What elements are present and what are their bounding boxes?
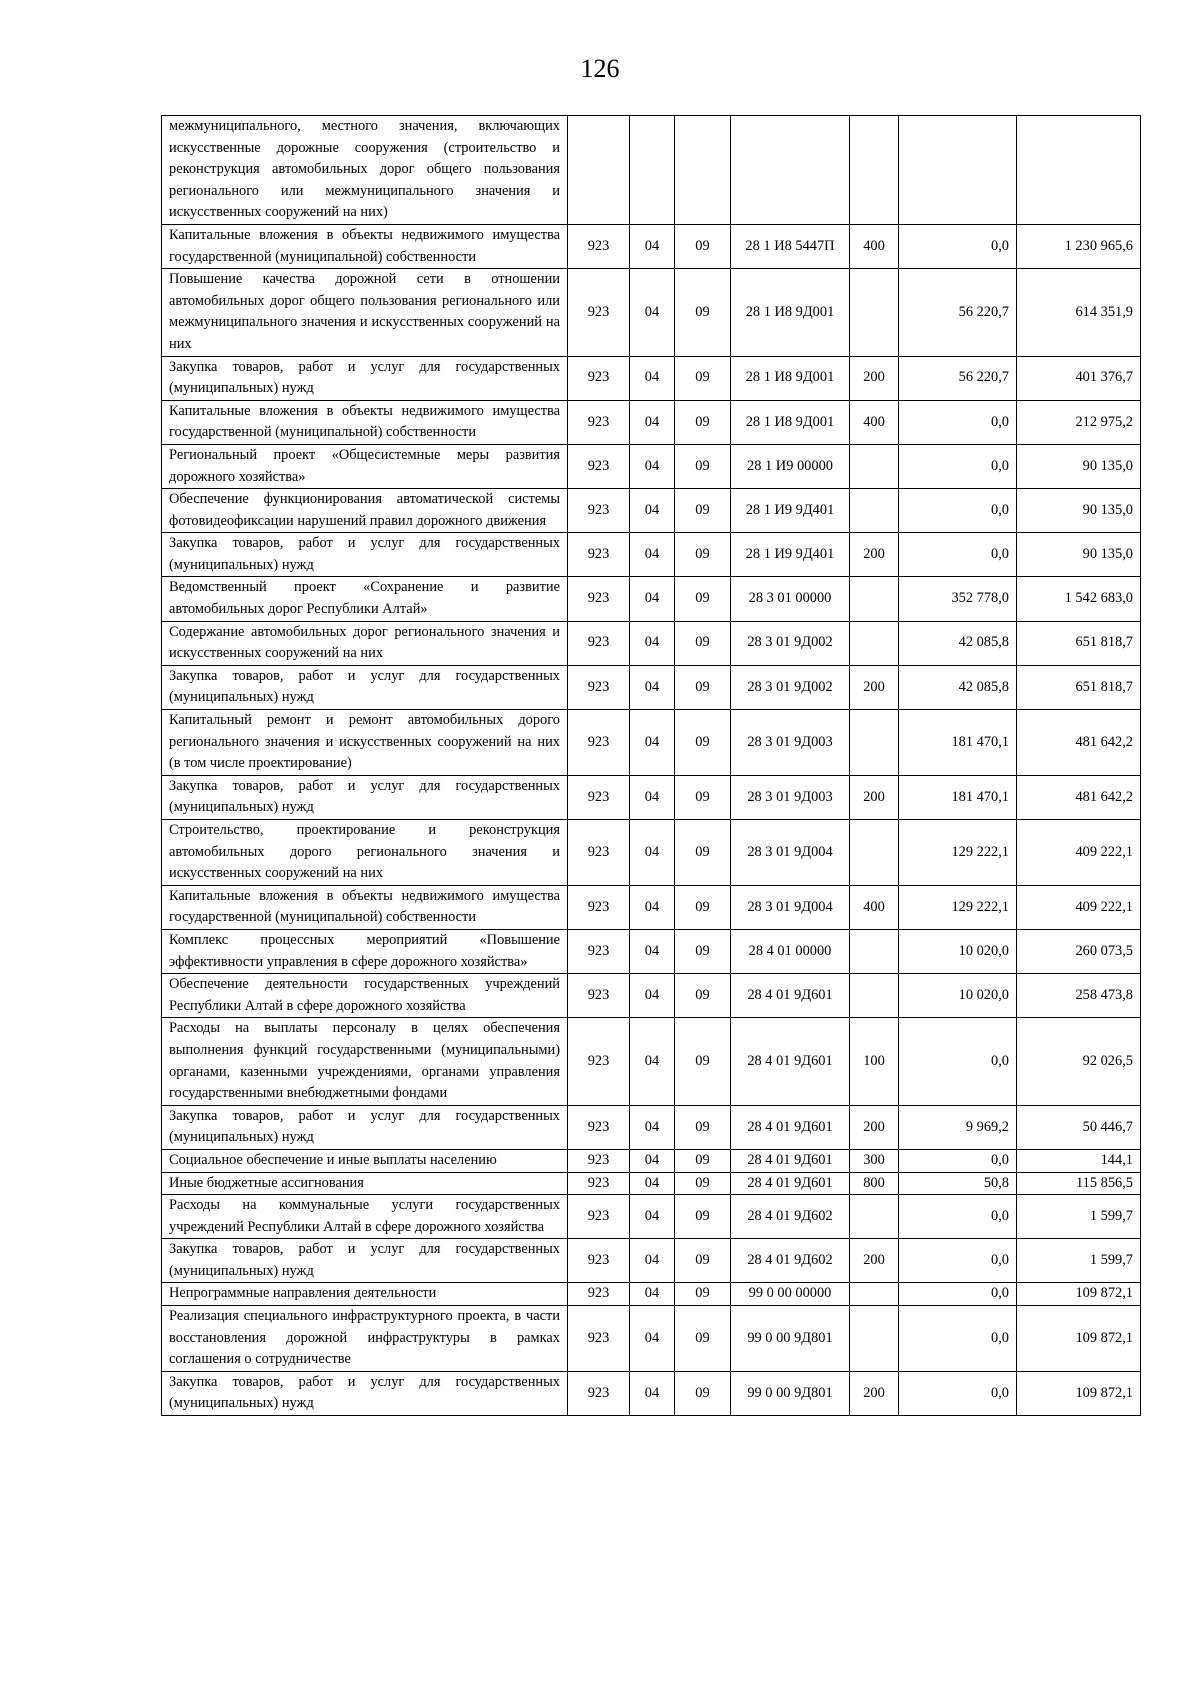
row-name: Региональный проект «Общесистемные меры развития дорожного хозяйства» (162, 444, 568, 488)
ved-code: 923 (568, 533, 630, 577)
ved-code: 923 (568, 1018, 630, 1105)
ved-code: 923 (568, 885, 630, 929)
amount-change: 10 020,0 (899, 929, 1017, 973)
subsection-code: 09 (675, 775, 731, 819)
expense-type-code: 200 (850, 665, 899, 709)
amount-change: 50,8 (899, 1172, 1017, 1195)
ved-code: 923 (568, 224, 630, 268)
amount-change: 0,0 (899, 489, 1017, 533)
amount-change: 0,0 (899, 444, 1017, 488)
ved-code: 923 (568, 710, 630, 776)
amount-total: 1 230 965,6 (1017, 224, 1141, 268)
subsection-code: 09 (675, 1371, 731, 1415)
amount-change: 352 778,0 (899, 577, 1017, 621)
target-article-code: 28 1 И9 9Д401 (731, 489, 850, 533)
subsection-code: 09 (675, 820, 731, 886)
amount-change: 0,0 (899, 1371, 1017, 1415)
target-article-code: 28 4 01 9Д601 (731, 1149, 850, 1172)
ved-code: 923 (568, 1239, 630, 1283)
section-code: 04 (630, 489, 675, 533)
subsection-code: 09 (675, 1306, 731, 1372)
section-code: 04 (630, 444, 675, 488)
subsection-code: 09 (675, 1149, 731, 1172)
row-name: Закупка товаров, работ и услуг для государственных (муниципальных) нужд (162, 1105, 568, 1149)
target-article-code: 28 1 И8 9Д001 (731, 269, 850, 356)
table-row (162, 400, 1141, 444)
target-article-code: 28 1 И8 9Д001 (731, 356, 850, 400)
target-article-code: 99 0 00 9Д801 (731, 1371, 850, 1415)
amount-total: 109 872,1 (1017, 1283, 1141, 1306)
expense-type-code: 200 (850, 533, 899, 577)
target-article-code: 28 1 И8 9Д001 (731, 400, 850, 444)
row-name: Иные бюджетные ассигнования (162, 1172, 568, 1195)
ved-code: 923 (568, 444, 630, 488)
expense-type-code: 200 (850, 1239, 899, 1283)
amount-total: 409 222,1 (1017, 820, 1141, 886)
target-article-code: 28 4 01 9Д601 (731, 974, 850, 1018)
ved-code: 923 (568, 1306, 630, 1372)
amount-total: 144,1 (1017, 1149, 1141, 1172)
section-code: 04 (630, 400, 675, 444)
subsection-code: 09 (675, 1195, 731, 1239)
subsection-code: 09 (675, 1105, 731, 1149)
row-name: Содержание автомобильных дорог регионального значения и искусственных сооружений на них (162, 621, 568, 665)
section-code: 04 (630, 356, 675, 400)
target-article-code: 28 1 И9 9Д401 (731, 533, 850, 577)
target-article-code: 28 3 01 9Д002 (731, 665, 850, 709)
row-name: Закупка товаров, работ и услуг для государственных (муниципальных) нужд (162, 533, 568, 577)
subsection-code: 09 (675, 1018, 731, 1105)
section-code: 04 (630, 621, 675, 665)
section-code (630, 116, 675, 225)
amount-change: 0,0 (899, 1283, 1017, 1306)
ved-code: 923 (568, 400, 630, 444)
section-code: 04 (630, 1306, 675, 1372)
expense-type-code: 200 (850, 356, 899, 400)
expense-type-code (850, 621, 899, 665)
amount-total: 258 473,8 (1017, 974, 1141, 1018)
amount-change: 0,0 (899, 1239, 1017, 1283)
amount-change: 129 222,1 (899, 820, 1017, 886)
row-name: Капитальные вложения в объекты недвижимого имущества государственной (муниципальной) собственности (162, 224, 568, 268)
amount-total: 90 135,0 (1017, 533, 1141, 577)
amount-total: 50 446,7 (1017, 1105, 1141, 1149)
section-code: 04 (630, 1149, 675, 1172)
expense-type-code: 200 (850, 1371, 899, 1415)
table-row (162, 710, 1141, 776)
table-row (162, 1105, 1141, 1149)
subsection-code: 09 (675, 444, 731, 488)
subsection-code: 09 (675, 710, 731, 776)
amount-total: 401 376,7 (1017, 356, 1141, 400)
target-article-code: 28 3 01 9Д002 (731, 621, 850, 665)
amount-total: 92 026,5 (1017, 1018, 1141, 1105)
row-name: Закупка товаров, работ и услуг для государственных (муниципальных) нужд (162, 1371, 568, 1415)
amount-change: 0,0 (899, 1149, 1017, 1172)
amount-change: 42 085,8 (899, 621, 1017, 665)
row-name: Капитальные вложения в объекты недвижимого имущества государственной (муниципальной) собственности (162, 885, 568, 929)
amount-change: 0,0 (899, 1018, 1017, 1105)
ved-code: 923 (568, 974, 630, 1018)
target-article-code: 28 1 И9 00000 (731, 444, 850, 488)
target-article-code: 28 4 01 00000 (731, 929, 850, 973)
table-row (162, 820, 1141, 886)
expense-type-code (850, 577, 899, 621)
row-name: Закупка товаров, работ и услуг для государственных (муниципальных) нужд (162, 665, 568, 709)
amount-change: 56 220,7 (899, 269, 1017, 356)
expense-type-code (850, 974, 899, 1018)
row-name: Капитальный ремонт и ремонт автомобильных дорого регионального значения и искусственных сооружений на них (в том числе проектирование) (162, 710, 568, 776)
subsection-code: 09 (675, 356, 731, 400)
amount-total: 651 818,7 (1017, 621, 1141, 665)
amount-total: 1 542 683,0 (1017, 577, 1141, 621)
amount-change: 0,0 (899, 400, 1017, 444)
amount-change: 9 969,2 (899, 1105, 1017, 1149)
amount-change: 0,0 (899, 224, 1017, 268)
ved-code: 923 (568, 1172, 630, 1195)
expense-type-code (850, 444, 899, 488)
table-row (162, 533, 1141, 577)
table-row (162, 224, 1141, 268)
amount-total: 481 642,2 (1017, 775, 1141, 819)
section-code: 04 (630, 820, 675, 886)
table-row (162, 116, 1141, 225)
row-name: Закупка товаров, работ и услуг для государственных (муниципальных) нужд (162, 1239, 568, 1283)
amount-change: 0,0 (899, 1195, 1017, 1239)
ved-code: 923 (568, 1149, 630, 1172)
target-article-code: 28 4 01 9Д601 (731, 1172, 850, 1195)
row-name: Расходы на выплаты персоналу в целях обеспечения выполнения функций государственными (муниципальными) органами, казенными учреждениями, органами управления государственными внебюджетными фондами (162, 1018, 568, 1105)
expense-type-code (850, 489, 899, 533)
table-row (162, 1149, 1141, 1172)
ved-code: 923 (568, 577, 630, 621)
target-article-code: 28 1 И8 5447П (731, 224, 850, 268)
target-article-code: 28 4 01 9Д602 (731, 1195, 850, 1239)
ved-code: 923 (568, 820, 630, 886)
expense-type-code: 300 (850, 1149, 899, 1172)
amount-total: 651 818,7 (1017, 665, 1141, 709)
subsection-code: 09 (675, 224, 731, 268)
table-row (162, 885, 1141, 929)
table-row (162, 1283, 1141, 1306)
amount-change: 0,0 (899, 1306, 1017, 1372)
row-name: Обеспечение функционирования автоматической системы фотовидеофиксации нарушений правил дорожного движения (162, 489, 568, 533)
table-row (162, 577, 1141, 621)
subsection-code: 09 (675, 974, 731, 1018)
ved-code: 923 (568, 1105, 630, 1149)
amount-change: 42 085,8 (899, 665, 1017, 709)
target-article-code: 28 4 01 9Д601 (731, 1105, 850, 1149)
section-code: 04 (630, 1239, 675, 1283)
expense-type-code (850, 269, 899, 356)
target-article-code: 99 0 00 9Д801 (731, 1306, 850, 1372)
subsection-code: 09 (675, 1239, 731, 1283)
ved-code: 923 (568, 269, 630, 356)
expense-type-code (850, 1306, 899, 1372)
target-article-code: 28 3 01 00000 (731, 577, 850, 621)
expense-type-code: 400 (850, 400, 899, 444)
target-article-code: 28 3 01 9Д003 (731, 775, 850, 819)
table-row (162, 621, 1141, 665)
section-code: 04 (630, 929, 675, 973)
expense-type-code (850, 1195, 899, 1239)
row-name: Комплекс процессных мероприятий «Повышение эффективности управления в сфере дорожного хозяйства» (162, 929, 568, 973)
expense-type-code: 200 (850, 1105, 899, 1149)
table-row (162, 1018, 1141, 1105)
table-row (162, 775, 1141, 819)
section-code: 04 (630, 1172, 675, 1195)
row-name: межмуниципального, местного значения, включающих искусственные дорожные сооружения (строительство и реконструкция автомобильных дорог общего пользования регионального или межмуниципального значения и искусственных сооружений на них) (162, 116, 568, 225)
amount-change: 129 222,1 (899, 885, 1017, 929)
subsection-code: 09 (675, 577, 731, 621)
table-row (162, 974, 1141, 1018)
table-row (162, 1371, 1141, 1415)
amount-total: 90 135,0 (1017, 444, 1141, 488)
row-name: Непрограммные направления деятельности (162, 1283, 568, 1306)
amount-total: 109 872,1 (1017, 1371, 1141, 1415)
amount-change: 56 220,7 (899, 356, 1017, 400)
amount-total: 260 073,5 (1017, 929, 1141, 973)
row-name: Капитальные вложения в объекты недвижимого имущества государственной (муниципальной) собственности (162, 400, 568, 444)
ved-code: 923 (568, 665, 630, 709)
amount-total: 90 135,0 (1017, 489, 1141, 533)
expense-type-code: 200 (850, 775, 899, 819)
amount-total: 115 856,5 (1017, 1172, 1141, 1195)
table-row (162, 929, 1141, 973)
subsection-code: 09 (675, 885, 731, 929)
subsection-code: 09 (675, 665, 731, 709)
table-row (162, 665, 1141, 709)
expense-type-code: 400 (850, 224, 899, 268)
table-row (162, 1306, 1141, 1372)
table-row (162, 1172, 1141, 1195)
page-number: 126 (580, 54, 620, 83)
section-code: 04 (630, 577, 675, 621)
row-name: Закупка товаров, работ и услуг для государственных (муниципальных) нужд (162, 775, 568, 819)
expense-type-code (850, 116, 899, 225)
ved-code: 923 (568, 1371, 630, 1415)
row-name: Обеспечение деятельности государственных учреждений Республики Алтай в сфере дорожного хозяйства (162, 974, 568, 1018)
expense-type-code (850, 1283, 899, 1306)
row-name: Закупка товаров, работ и услуг для государственных (муниципальных) нужд (162, 356, 568, 400)
ved-code: 923 (568, 621, 630, 665)
amount-change: 181 470,1 (899, 710, 1017, 776)
ved-code: 923 (568, 489, 630, 533)
expense-type-code: 800 (850, 1172, 899, 1195)
subsection-code: 09 (675, 489, 731, 533)
budget-table (161, 115, 1141, 1416)
target-article-code: 28 3 01 9Д004 (731, 820, 850, 886)
section-code: 04 (630, 1371, 675, 1415)
subsection-code: 09 (675, 1283, 731, 1306)
budget-table-body (162, 116, 1141, 1416)
table-row (162, 1239, 1141, 1283)
section-code: 04 (630, 1018, 675, 1105)
ved-code (568, 116, 630, 225)
target-article-code: 28 3 01 9Д003 (731, 710, 850, 776)
ved-code: 923 (568, 1283, 630, 1306)
expense-type-code (850, 710, 899, 776)
amount-total: 409 222,1 (1017, 885, 1141, 929)
ved-code: 923 (568, 356, 630, 400)
amount-total: 1 599,7 (1017, 1239, 1141, 1283)
row-name: Социальное обеспечение и иные выплаты населению (162, 1149, 568, 1172)
amount-total: 614 351,9 (1017, 269, 1141, 356)
amount-change: 181 470,1 (899, 775, 1017, 819)
section-code: 04 (630, 1283, 675, 1306)
table-row (162, 1195, 1141, 1239)
subsection-code: 09 (675, 400, 731, 444)
row-name: Ведомственный проект «Сохранение и развитие автомобильных дорог Республики Алтай» (162, 577, 568, 621)
row-name: Расходы на коммунальные услуги государственных учреждений Республики Алтай в сфере дорожного хозяйства (162, 1195, 568, 1239)
table-row (162, 269, 1141, 356)
section-code: 04 (630, 533, 675, 577)
amount-change (899, 116, 1017, 225)
page-header (0, 54, 1200, 84)
subsection-code: 09 (675, 533, 731, 577)
amount-change: 0,0 (899, 533, 1017, 577)
target-article-code: 28 4 01 9Д601 (731, 1018, 850, 1105)
section-code: 04 (630, 665, 675, 709)
row-name: Повышение качества дорожной сети в отношении автомобильных дорог общего пользования регионального или межмуниципального значения и искусственных сооружений на них (162, 269, 568, 356)
amount-total: 1 599,7 (1017, 1195, 1141, 1239)
expense-type-code: 400 (850, 885, 899, 929)
target-article-code: 28 4 01 9Д602 (731, 1239, 850, 1283)
amount-total: 481 642,2 (1017, 710, 1141, 776)
subsection-code: 09 (675, 621, 731, 665)
expense-type-code (850, 929, 899, 973)
ved-code: 923 (568, 929, 630, 973)
ved-code: 923 (568, 1195, 630, 1239)
target-article-code (731, 116, 850, 225)
table-row (162, 356, 1141, 400)
amount-total (1017, 116, 1141, 225)
ved-code: 923 (568, 775, 630, 819)
section-code: 04 (630, 224, 675, 268)
subsection-code (675, 116, 731, 225)
amount-total: 212 975,2 (1017, 400, 1141, 444)
section-code: 04 (630, 269, 675, 356)
expense-type-code (850, 820, 899, 886)
row-name: Строительство, проектирование и реконструкция автомобильных дорого регионального значения и искусственных сооружений на них (162, 820, 568, 886)
amount-total: 109 872,1 (1017, 1306, 1141, 1372)
section-code: 04 (630, 885, 675, 929)
table-row (162, 444, 1141, 488)
expense-type-code: 100 (850, 1018, 899, 1105)
section-code: 04 (630, 775, 675, 819)
subsection-code: 09 (675, 1172, 731, 1195)
target-article-code: 28 3 01 9Д004 (731, 885, 850, 929)
table-row (162, 489, 1141, 533)
subsection-code: 09 (675, 929, 731, 973)
row-name: Реализация специального инфраструктурного проекта, в части восстановления дорожной инфраструктуры в рамках соглашения о сотрудничестве (162, 1306, 568, 1372)
target-article-code: 99 0 00 00000 (731, 1283, 850, 1306)
subsection-code: 09 (675, 269, 731, 356)
section-code: 04 (630, 1105, 675, 1149)
section-code: 04 (630, 710, 675, 776)
section-code: 04 (630, 974, 675, 1018)
amount-change: 10 020,0 (899, 974, 1017, 1018)
section-code: 04 (630, 1195, 675, 1239)
